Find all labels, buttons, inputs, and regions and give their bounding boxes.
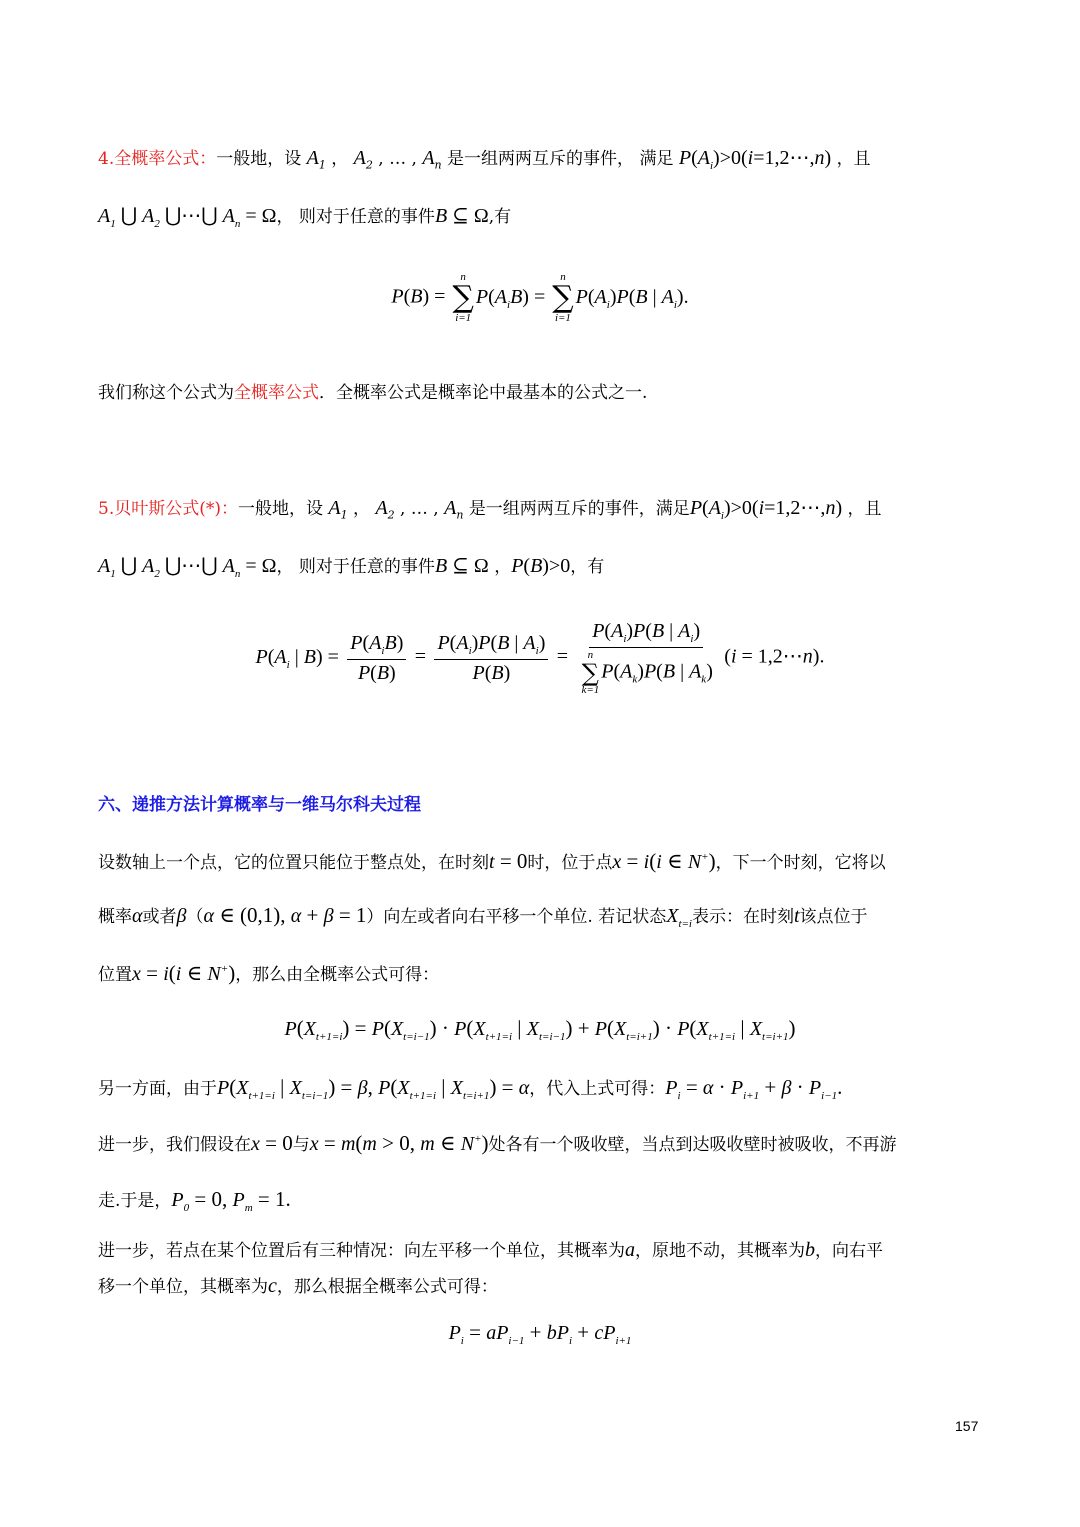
sec6-heading: 六、递推方法计算概率与一维马尔科夫过程 <box>98 795 421 815</box>
sec5-line2: $A_1$ ⋃ $A_2$ ⋃⋯⋃ $A_n = \Omega$， 则对于任意的事件B ⊆ Ω ，P(B)>0，有 <box>98 555 605 580</box>
recurrence-formula: $P(X_{t+1=i}) = P(X_{t=i-1}) \cdot P(X_{t+1=i}$ | $X_{t=i-1}) + P(X_{t=i+1}) \cdot P(X_{t+1=i}$ | $X_{t=i+1}$) <box>284 1016 796 1044</box>
total-probability-formula: P(B) = n ∑ i=1 $P(A_iB)$ = n ∑ i=1 $P(A_i)P(B$ | $A_i$). <box>391 271 689 324</box>
sec6-p6: 走.于是，$P_0 = 0$, $P_m = 1$. <box>98 1187 291 1215</box>
sec4-line2: $A_1$ ⋃ $A_2$ ⋃⋯⋃ $A_n = \Omega$， 则对于任意的事件B ⊆ Ω,有 <box>98 205 512 230</box>
sec6-p5: 进一步，我们假设在x = 0与x = m(m > 0, m ∈ N+)处各有一个吸收壁，当点到达吸收壁时被吸收，不再游 <box>98 1131 897 1155</box>
three-case-formula: $P_i = aP_{i-1} + bP_i + cP_{i+1}$ <box>448 1320 632 1348</box>
bayes-formula: $P(A_i$ | B) = $\frac{P(A_iB)}{P(B)}$ = $\frac{P(A_i)P(B | A_i)}{P(B)}$ = $P(A_i)P(B$ | $A_i$) n ∑ k=1 $P(A_k)P(B$ | $A_k$) (i = 1,2⋯n). <box>255 620 825 696</box>
page-number: 157 <box>955 1418 979 1434</box>
sec6-p8: 移一个单位，其概率为c，那么根据全概率公式可得： <box>98 1275 498 1297</box>
sec5-line1: 5.贝叶斯公式(*)：一般地，设 $A_1$ ， $A_2$ , … , $A_n$ 是一组两两互斥的事件，满足$P(A_i)>0(i=1,2\cdots,n)$ ，且 <box>98 497 882 522</box>
sec6-p1: 设数轴上一个点，它的位置只能位于整点处，在时刻t = 0时，位于点x = i(i ∈ N+)，下一个时刻，它将以 <box>98 849 886 873</box>
sec6-p7: 进一步，若点在某个位置后有三种情况：向左平移一个单位，其概率为a，原地不动，其概率为b，向右平 <box>98 1239 883 1261</box>
sec4-label: 4.全概率公式： <box>98 149 217 169</box>
sec6-p3: 位置x = i(i ∈ N+)，那么由全概率公式可得： <box>98 961 440 985</box>
sec5-label: 5.贝叶斯公式 <box>98 499 200 519</box>
sec4-conclusion: 我们称这个公式为全概率公式．全概率公式是概率论中最基本的公式之一. <box>98 383 648 403</box>
sec4-line1: 4.全概率公式：一般地，设 $A_1$ ， $A_2$ , … , $A_n$ 是一组两两互斥的事件， 满足 $P(A_i)>0(i=1,2\cdots,n)$ ，且 <box>98 147 871 172</box>
sec6-p2: 概率α或者β（α ∈ (0,1), α + β = 1）向左或者向右平移一个单位. 若记状态$X_{t=i}$表示：在时刻t该点位于 <box>98 903 868 931</box>
sec6-p4: 另一方面，由于$P(X_{t+1=i}$ | $X_{t=i-1}) = \beta$, $P(X_{t+1=i}$ | $X_{t=i+1}) = \alpha$，代入上式可得：$P_i = \alpha \cdot P_{i+1} + \beta \cdot P_{i-1}$. <box>98 1075 843 1103</box>
